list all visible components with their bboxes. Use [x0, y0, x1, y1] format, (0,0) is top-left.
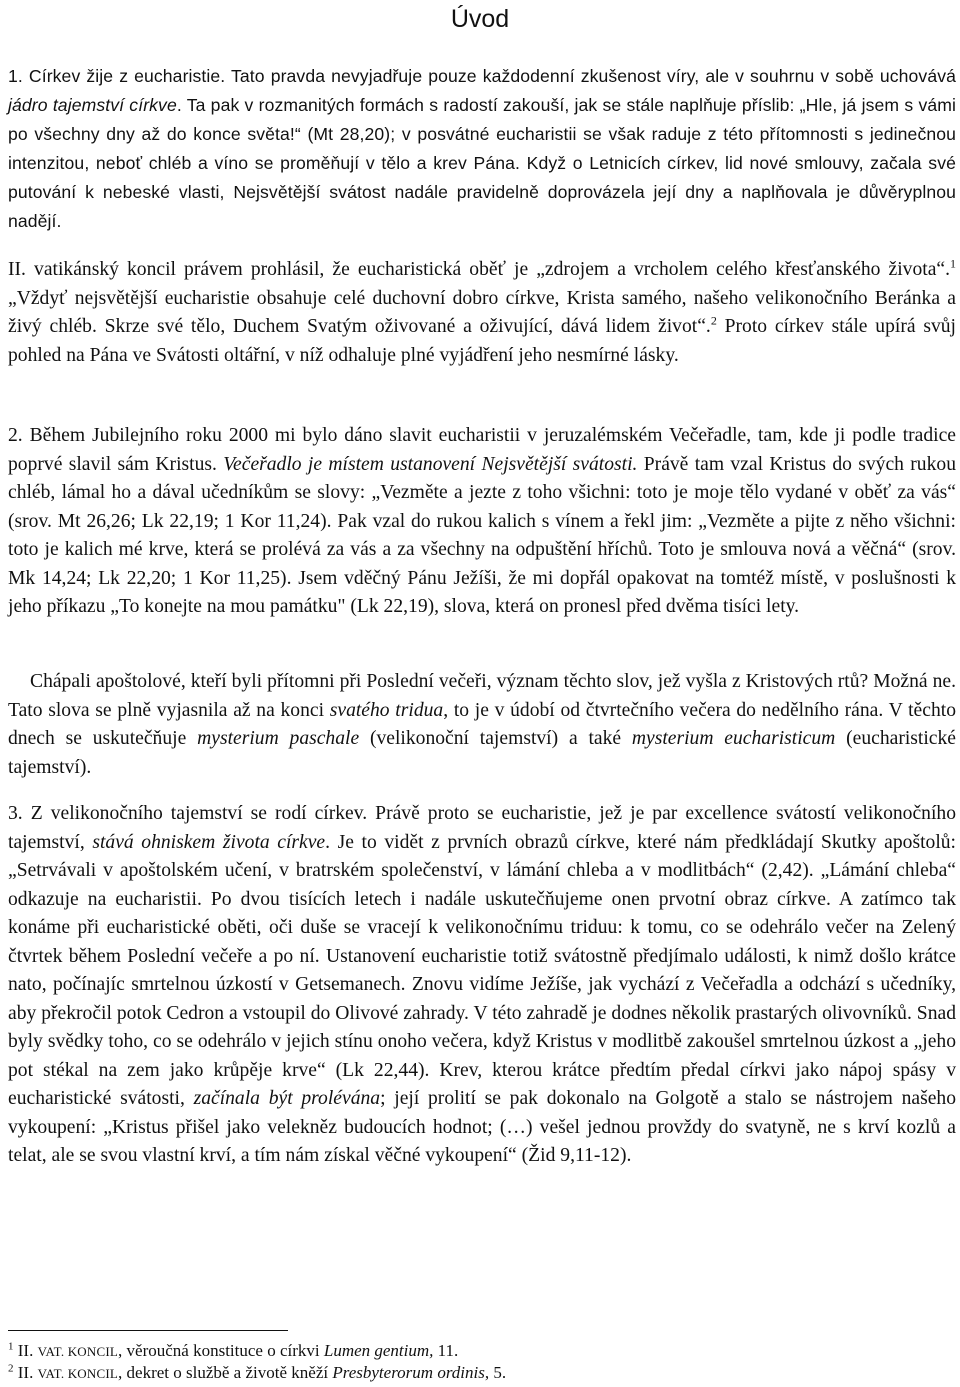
paragraph-1b: [8, 256, 956, 370]
paragraph-3-text-a: 3. Z velikonočního tajemství se rodí církev. Právě proto se eucharistie, jež je par excellence svátostí velikonočního tajemství,: [8, 803, 956, 853]
paragraph-2b-italic-a: svatého tridua: [329, 699, 444, 721]
footnote-1-italic: Lumen gentium,: [323, 1341, 434, 1360]
paragraph-2-italic: Večeřadlo je místem ustanovení Nejsvětější svátosti.: [223, 453, 638, 475]
paragraph-2b-text-a: Chápali apoštolové, kteří byli přítomni při Poslední večeři, význam těchto slov, jež vyšla z Kristových rtů? Možná ne. Tato slova se plně vyjasnila až na konci: [8, 671, 956, 721]
paragraph-1: [8, 62, 956, 236]
footnote-2-number: 2: [8, 1362, 14, 1375]
paragraph-1-text-b: . Ta pak v rozmanitých formách s radostí zakouší, jak se stále naplňuje příslib: „Hle, já jsem s vámi po všechny dny až do konce světa!“ (Mt 28,20); v posvátné eucharistii se však raduje z této přítomnosti s jedinečnou intenzitou, neboť chléb a víno se proměňují v tělo a krev Pána. Když o Letnicích církev, lid nové smlouvy, začala své putování k nebeské vlasti, Nejsvětější svátost nadále pravidelně doprovázela její dny a naplňovala je důvěryplnou nadějí.: [8, 95, 956, 231]
paragraph-2: [8, 422, 956, 622]
footnote-1-number: 1: [8, 1340, 14, 1353]
paragraph-2b: [8, 668, 956, 782]
paragraph-3-italic-a: stává ohniskem života církve: [92, 831, 326, 853]
paragraph-3-text-b: . Je to vidět z prvních obrazů církve, které nám předkládají Skutky apoštolů: „Setrvávali v apoštolském učení, v bratrském společenství, v lámání chleba a v modlitbách“ (2,42). „Lámání chleba“ odkazuje na eucharistii. Po dvou tisících letech i nadále uskutečňujeme onen prvotní obraz církve. A zatímco tak konáme při eucharistické oběti, oči duše se vracejí k velikonočnímu triduu: k tomu, co se odehrálo večer na Zelený čtvrtek během Poslední večeře a po ní. Ustanovení eucharistie totiž svátostně předjímalo události, k nimž došlo krátce nato, počínajíc smrtelnou úzkostí v Getsemanech. Znovu vidíme Ježíše, jak vychází z Večeřadla a odchází s učedníky, aby překročil potok Cedron a vstoupil do Olivové zahrady. V této zahradě je dodnes několik prastarých olivovníků. Snad byly svědky toho, co se odehrálo v jejich stínu onoho večera, když Kristus v modlitbě zakoušel smrtelnou úzkost a „jeho pot stékal na zem jako krůpěje krve“ (Lk 22,44). Krev, kterou krátce předtím předal církvi jako nápoj spásy v eucharistické svátosti,: [8, 831, 957, 1109]
footnote-2-italic: Presbyterorum ordinis: [332, 1363, 485, 1382]
footnote-1-text-a: II.: [13, 1341, 38, 1360]
paragraph-2-text-b: Právě tam vzal Kristus do svých rukou chléb, lámal ho a dával učedníkům se slovy: „Vezměte a jezte z toho všichni: toto je moje tělo vydané v oběť za vás“ (srov. Mt 26,26; Lk 22,19; 1 Kor 11,24). Pak vzal do rukou kalich s vínem a řekl jim: „Vezměte a pijte z něho všichni: toto je kalich mé krve, která se prolévá za vás a za všechny na odpuštění hříchů. Toto je smlouva nová a věčná“ (srov. Mk 14,24; Lk 22,20; 1 Kor 11,25). Jsem vděčný Pánu Ježíši, že mi dopřál opakovat na tomtéž místě, v poslušnosti k jeho příkazu „To konejte na mou památku" (Lk 22,19), slova, která on pronesl před dvěma tisíci lety.: [8, 453, 956, 617]
footnote-2-text-c: , 5.: [484, 1363, 507, 1382]
paragraph-2b-italic-c: mysterium eucharisticum: [631, 728, 836, 749]
paragraph-3-text-c: ; její prolití se pak dokonalo na Golgotě a stalo se nástrojem našeho vykoupení: „Kristus přišel jako velekněz budoucích hodnot; (…) vešel jednou provždy do svatyně, ne s krví kozlů a telat, ale se svou vlastní krví, a tím nám získal věčné vykoupení“ (Žid 9,11-12).: [8, 1088, 956, 1166]
footnote-1-smallcaps: VAT. KONCIL: [37, 1344, 119, 1359]
footnote-2-smallcaps: VAT. KONCIL: [37, 1366, 119, 1381]
paragraph-2-text-a: 2. Během Jubilejního roku 2000 mi bylo dáno slavit eucharistii v jeruzalémském Večeřadle, tam, kde ji podle tradice poprvé slavil sám Kristus.: [8, 425, 956, 475]
footnote-ref-2: 2: [710, 313, 717, 328]
footnote-1-text-c: 11.: [433, 1341, 459, 1360]
footnote-1: [8, 1340, 948, 1363]
paragraph-1-italic: jádro tajemství církve: [8, 95, 177, 115]
footnote-2: [8, 1362, 948, 1385]
paragraph-2b-italic-b: mysterium paschale: [197, 728, 360, 749]
paragraph-1b-text-c: Proto církev stále upírá svůj pohled na Pána ve Svátosti oltářní, v níž odhaluje plné vyjádření jeho nesmírné lásky.: [8, 316, 956, 366]
footnote-ref-1: 1: [950, 256, 956, 271]
footnote-divider: [8, 1330, 288, 1331]
paragraph-1-text-a: 1. Církev žije z eucharistie. Tato pravda nevyjadřuje pouze každodenní zkušenost víry, ale v souhrnu v sobě uchovává: [8, 66, 956, 86]
paragraph-3-italic-b: začínala být prolévána: [193, 1088, 381, 1109]
paragraph-2b-text-d: (eucharistické tajemství).: [8, 728, 956, 778]
footnote-2-text-b: , dekret o službě a životě kněží: [118, 1363, 333, 1382]
paragraph-2b-text-b: , to je v údobí od čtvrtečního večera do nedělního rána. V těchto dnech se uskutečňuje: [8, 699, 956, 749]
page-title: Úvod: [450, 5, 510, 33]
paragraph-3: [8, 800, 956, 1171]
paragraph-1b-text-b: „Vždyť nejsvětější eucharistie obsahuje celé duchovní dobro církve, Krista samého, našeho velikonočního Beránka a živý chléb. Skrze své tělo, Duchem Svatým oživované a oživující, dává lidem život“.: [8, 287, 956, 337]
footnote-2-text-a: II.: [13, 1363, 38, 1382]
paragraph-2b-text-c: (velikonoční tajemství) a také: [359, 728, 632, 749]
paragraph-1b-text-a: II. vatikánský koncil právem prohlásil, že eucharistická oběť je „zdrojem a vrcholem celého křesťanského života“.: [8, 259, 950, 280]
footnote-1-text-b: , věroučná konstituce o církvi: [118, 1341, 324, 1360]
